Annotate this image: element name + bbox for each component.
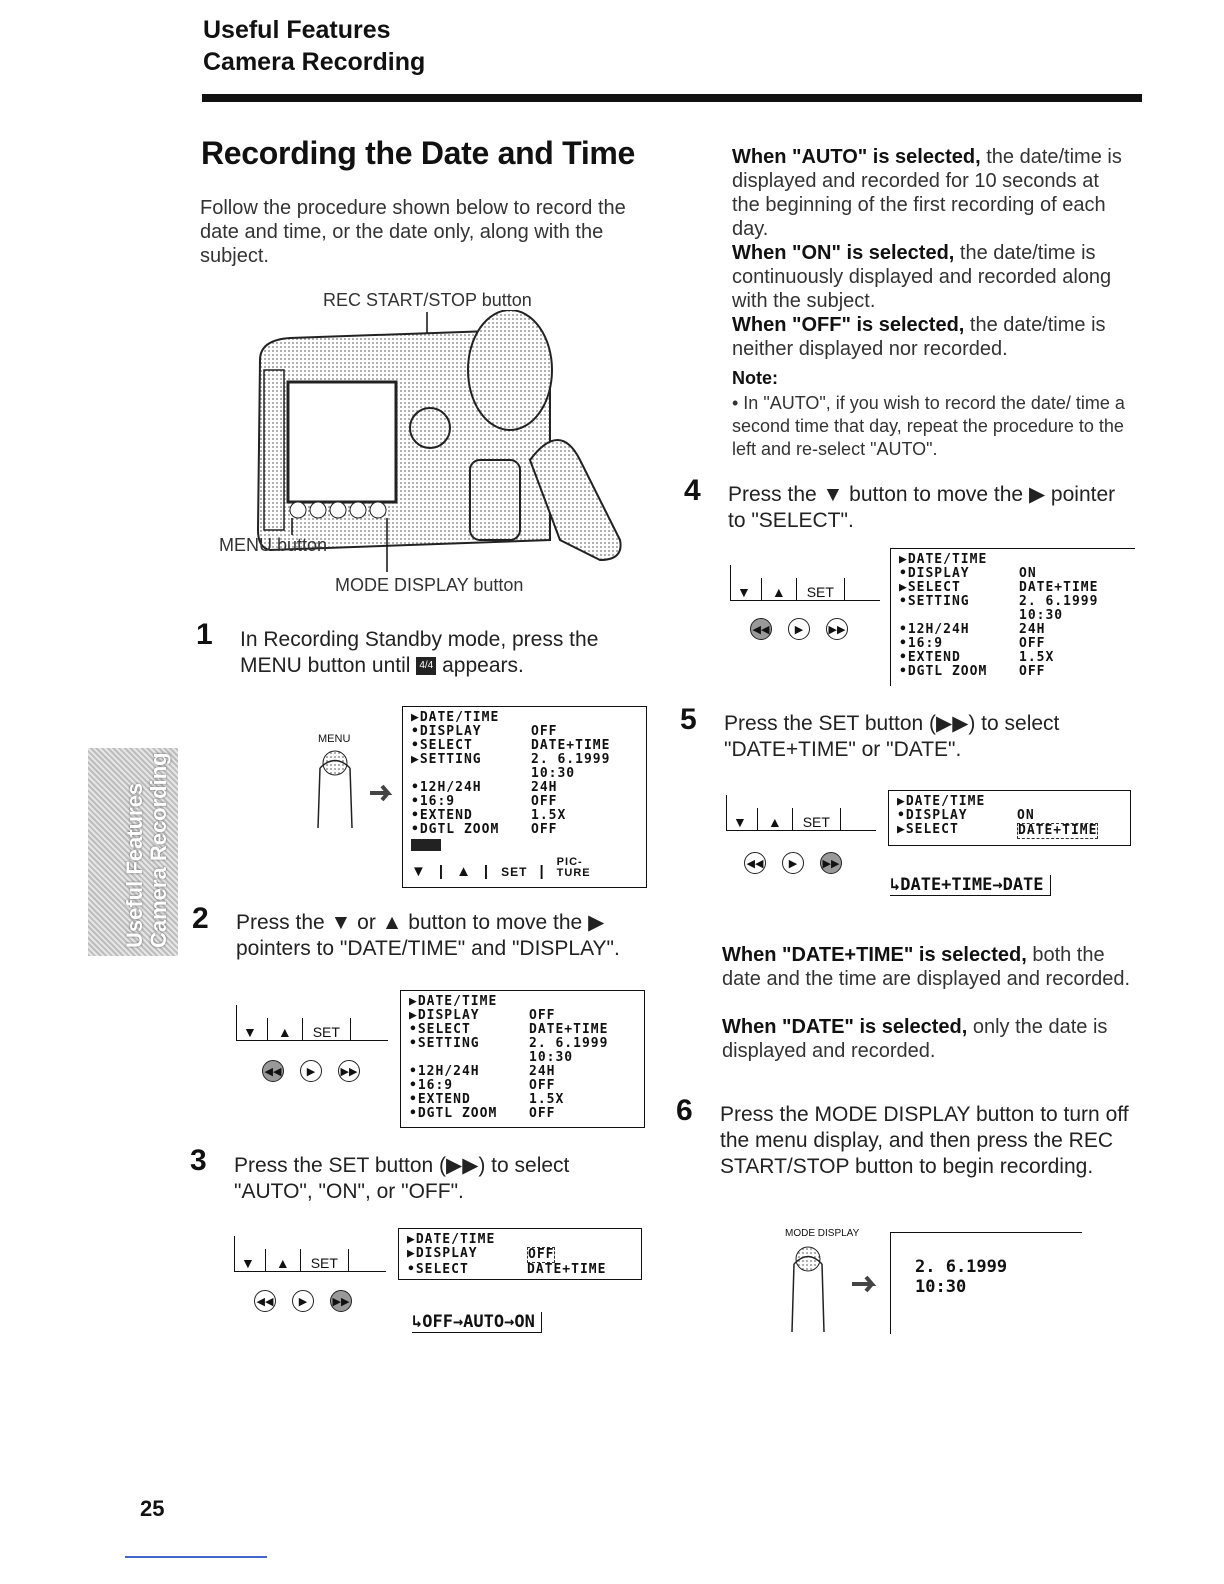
section-header: Useful Features [203,16,391,44]
menu-lcd-step5 [888,790,1131,846]
note-text: • In "AUTO", if you wish to record the date/ time a second time that day, repeat the procedure to the left and re-select "AUTO". [732,393,1125,459]
menu-extend: •EXTEND [411,808,473,823]
menu-display: •DISPLAY [411,724,482,739]
button-bar-step5 [726,795,876,831]
finger-press-menu-icon [310,748,400,838]
menu-date-val: 2. 6.1999 [529,1036,609,1051]
up-button[interactable]: ▲ [275,1255,290,1271]
menu-datetime: ▶DATE/TIME [411,710,500,725]
note-label: Note: [732,368,778,388]
step-2-text: Press the ▼ or ▲ button to move the ▶ pointers to "DATE/TIME" and "DISPLAY". [236,911,620,960]
control-buttons-step4 [750,618,848,640]
menu-zoom-val: OFF [1019,664,1046,679]
auto-text: the date/time is displayed and recorded for 10 seconds at the beginning of the first recording of each day. [732,146,1122,240]
setting-cycle-step5: ↳DATE+TIME→DATE [890,875,1051,896]
step-1-text [240,627,640,679]
menu-lcd-step2 [400,990,645,1128]
section-side-tab [88,748,178,956]
datetime-description [722,943,1132,991]
menu-169: •16:9 [899,636,944,651]
step-1-number: 1 [196,618,213,651]
play-icon[interactable]: ▶ [782,852,804,874]
set-button[interactable]: SET [310,1255,338,1271]
rewind-icon[interactable]: ◀◀ [750,618,772,640]
menu-datetime: ▶DATE/TIME [897,794,986,809]
final-time: 10:30 [915,1277,967,1297]
menu-lcd-step4 [890,548,1135,686]
fast-forward-icon[interactable]: ▶▶ [338,1060,360,1082]
step-2-number: 2 [192,902,209,935]
auto-label: When "AUTO" is selected, [732,146,981,168]
menu-zoom-val: OFF [531,822,558,837]
menu-display: •DISPLAY [897,808,968,823]
final-date: 2. 6.1999 [915,1257,1008,1277]
down-button[interactable]: ▼ [733,814,747,830]
menu-1224h-val: 24H [1019,622,1046,637]
menu-169: •16:9 [411,794,456,809]
set-button[interactable]: SET [312,1024,340,1040]
menu-display-val: ON [1019,566,1037,581]
step-3-number: 3 [190,1144,207,1177]
intro-text: Follow the procedure shown below to record the date and time, or the date only, along with the subject. [200,197,626,267]
off-label: When "OFF" is selected, [732,314,965,336]
page-title: Recording the Date and Time [201,135,636,171]
menu-select: ▶SELECT [897,822,959,837]
up-button[interactable]: ▲ [277,1024,292,1040]
menu-label-small: MENU [318,733,351,745]
menu-display: ▶DISPLAY [407,1246,478,1261]
down-button[interactable]: ▼ [241,1255,255,1271]
up-button-label: ▲ [456,863,472,880]
off-text: the date/time is neither displayed nor recorded. [732,314,1106,360]
menu-datetime: ▶DATE/TIME [899,552,988,567]
rewind-icon[interactable]: ◀◀ [254,1290,276,1312]
menu-setting: •SETTING [899,594,970,609]
menu-extend: •EXTEND [899,650,961,665]
menu-select-val: DATE+TIME [527,1262,607,1277]
set-button-label: SET [501,865,528,879]
menu-1224h: •12H/24H [899,622,970,637]
up-button[interactable]: ▲ [771,584,786,600]
menu-display-val: OFF [528,1247,555,1262]
play-icon[interactable]: ▶ [788,618,810,640]
on-description [732,241,1132,313]
menu-select: •SELECT [409,1022,471,1037]
fast-forward-icon[interactable]: ▶▶ [820,852,842,874]
menu-1224h-val: 24H [529,1064,556,1079]
mode-display-label-small: MODE DISPLAY [785,1228,860,1239]
rec-button-callout: REC START/STOP button [323,290,532,310]
menu-zoom: •DGTL ZOOM [899,664,988,679]
side-tab-line1: Useful Features [122,782,147,948]
up-button[interactable]: ▲ [767,814,782,830]
menu-display-val: ON [1017,808,1035,823]
auto-description [732,145,1132,241]
play-icon[interactable]: ▶ [292,1290,314,1312]
menu-select-val: DATE+TIME [531,738,611,753]
menu-date-val: 2. 6.1999 [1019,594,1099,609]
page-indicator-icon [411,839,441,851]
picture-button-label: PIC-TURE [556,856,591,879]
step-6-number: 6 [676,1094,693,1127]
fast-forward-icon[interactable]: ▶▶ [330,1290,352,1312]
menu-1224h: •12H/24H [411,780,482,795]
menu-select-val: DATE+TIME [1019,580,1099,595]
menu-select: ▶SELECT [899,580,961,595]
on-label: When "ON" is selected, [732,242,955,264]
set-button[interactable]: SET [802,814,830,830]
step-5-text: Press the SET button (▶▶) to select "DATE+TIME" or "DATE". [724,712,1060,761]
menu-setting: ▶SETTING [411,752,482,767]
menu-lcd-step1: ▶DATE/TIME •DISPLAY OFF •SELECT DATE+TIME ▶SETTING 2. 6.1999 10:30 •12H/24H 24H •16:9 OFF •EXTEND 1.5X •DGTL ZOOM OFF ▼ | ▲ | SET | PIC-TURE [402,706,647,888]
date-text: only the date is displayed and recorded. [722,1016,1108,1062]
menu-extend: •EXTEND [409,1092,471,1107]
play-icon[interactable]: ▶ [300,1060,322,1082]
menu-button-callout: MENU button [219,535,328,555]
side-tab-line2: Camera Recording [146,752,171,948]
date-label: When "DATE" is selected, [722,1016,968,1038]
menu-169: •16:9 [409,1078,454,1093]
step-1-text-end: appears. [442,654,524,677]
menu-zoom-val: OFF [529,1106,556,1121]
page-number: 25 [140,1496,165,1521]
menu-169-val: OFF [531,794,558,809]
menu-1224h-val: 24H [531,780,558,795]
set-button[interactable]: SET [806,584,834,600]
finger-press-mode-icon [786,1244,886,1336]
rewind-icon[interactable]: ◀◀ [744,852,766,874]
menu-select-val: DATE+TIME [1018,823,1098,838]
setting-cycle-step3: ↳OFF→AUTO→ON [412,1312,542,1333]
menu-datetime: ▶DATE/TIME [407,1232,496,1247]
menu-display: ▶DISPLAY [409,1008,480,1023]
menu-display-val: OFF [529,1008,556,1023]
fast-forward-icon[interactable]: ▶▶ [826,618,848,640]
menu-zoom: •DGTL ZOOM [411,822,500,837]
button-bar-step2 [236,1005,388,1041]
menu-time-val: 10:30 [529,1050,574,1065]
date-description [722,1015,1132,1063]
section-subheader: Camera Recording [203,48,426,76]
menu-extend-val: 1.5X [529,1092,565,1107]
menu-169-val: OFF [1019,636,1046,651]
rewind-icon[interactable]: ◀◀ [262,1060,284,1082]
footer-line [125,1556,267,1558]
menu-time-val: 10:30 [531,766,576,781]
menu-select: •SELECT [411,738,473,753]
step-3-text: Press the SET button (▶▶) to select "AUTO", "ON", or "OFF". [234,1154,570,1203]
datetime-label: When "DATE+TIME" is selected, [722,944,1027,966]
down-button[interactable]: ▼ [737,584,751,600]
down-button[interactable]: ▼ [243,1024,257,1040]
menu-page-icon: 4/4 [416,657,436,675]
menu-extend-val: 1.5X [1019,650,1055,665]
off-description [732,313,1132,361]
menu-169-val: OFF [529,1078,556,1093]
button-bar-step3 [234,1236,386,1272]
menu-date-val: 2. 6.1999 [531,752,611,767]
control-buttons-step3 [254,1290,352,1312]
final-display-lcd [890,1232,1082,1334]
menu-extend-val: 1.5X [531,808,567,823]
button-bar-step4 [730,565,880,601]
step-4-text: Press the ▼ button to move the ▶ pointer to "SELECT". [728,483,1116,532]
menu-1224h: •12H/24H [409,1064,480,1079]
menu-display-val: OFF [531,724,558,739]
step-1-text-main: In Recording Standby mode, press the MENU button until [240,628,599,677]
datetime-text: both the date and the time are displayed and recorded. [722,944,1131,990]
menu-display: •DISPLAY [899,566,970,581]
menu-lcd-step3 [398,1228,642,1280]
mode-display-callout: MODE DISPLAY button [335,575,524,595]
menu-zoom: •DGTL ZOOM [409,1106,498,1121]
down-button-label: ▼ [411,863,427,880]
menu-datetime: ▶DATE/TIME [409,994,498,1009]
menu-setting: •SETTING [409,1036,480,1051]
step-5-number: 5 [680,703,697,736]
step-4-number: 4 [684,474,701,507]
menu-time-val: 10:30 [1019,608,1064,623]
step-6-text: Press the MODE DISPLAY button to turn off the menu display, and then press the REC START/STOP button to begin recording. [720,1103,1129,1178]
header-rule [202,94,1142,102]
on-text: the date/time is continuously displayed and recorded along with the subject. [732,242,1112,312]
control-buttons-step5 [744,852,842,874]
control-buttons-step2 [262,1060,360,1082]
menu-select: •SELECT [407,1262,469,1277]
menu-select-val: DATE+TIME [529,1022,609,1037]
